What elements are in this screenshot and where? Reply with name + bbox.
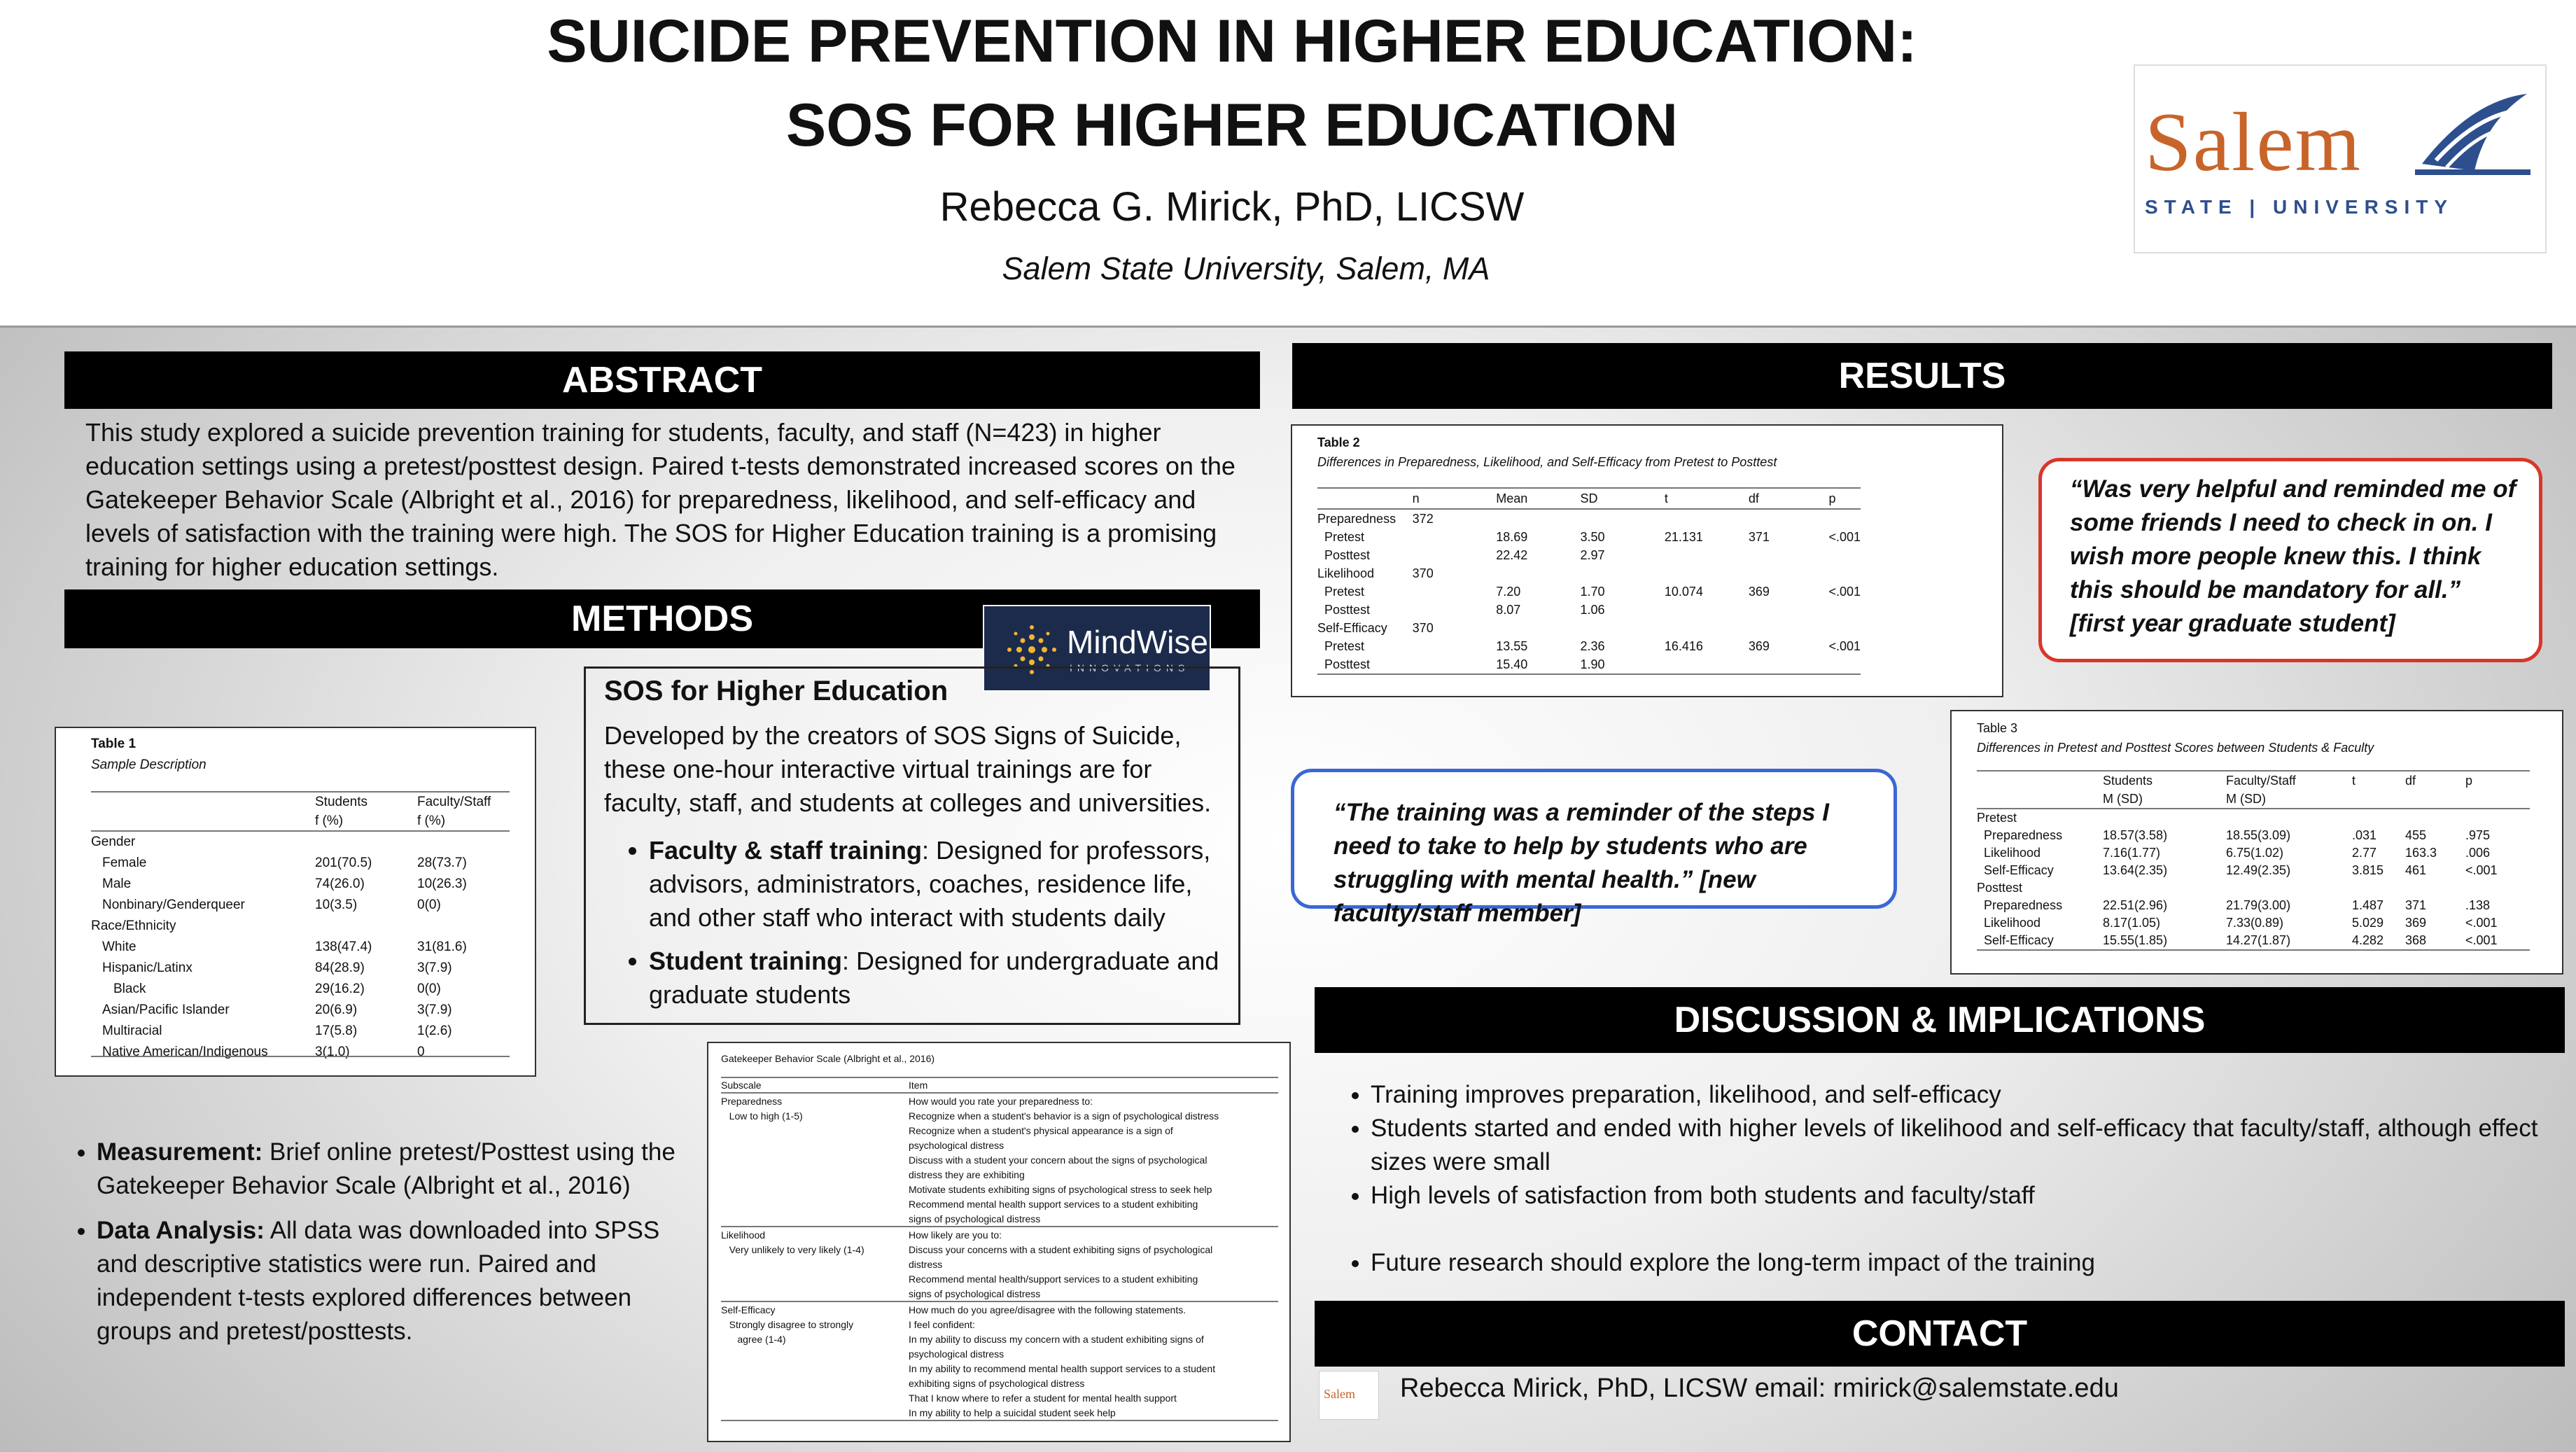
table-3-row: Preparedness 22.51(2.96) 21.79(3.00) 1.487 371 .138 [1977,898,2491,912]
gbs-table [707,1042,1291,1442]
table-3-grid [1977,770,2530,951]
discussion-list [1336,1078,2540,1280]
gbs-row: exhibiting signs of psychological distress [909,1377,1085,1389]
contact-text: Rebecca Mirick, PhD, LICSW email: rmirick@salemstate.edu [1400,1374,2119,1403]
table-2-row: Posttest 22.42 2.97 [1317,547,1605,562]
gbs-row: That I know where to refer a student for mental health support [909,1392,1177,1404]
table-3-header: Students Faculty/Staff t df p [1977,771,2530,790]
table-3 [1950,710,2563,975]
gbs-row: Low to high (1-5) Recognize when a student's behavior is a sign of psychological distress [721,1110,1219,1122]
table-1 [55,727,536,1077]
discussion-item: • Students started and ended with higher levels of likelihood and self-efficacy that faculty/staff, although effect sizes were small [1371,1112,2540,1179]
author: Rebecca G. Mirick, PhD, LICSW [939,184,1525,230]
table-1-row: Black 29(16.2) 0(0) [113,982,441,996]
sos-box [584,666,1240,1025]
table-2-row: Pretest 13.55 2.36 16.416 369 <.001 [1317,638,1861,653]
gbs-row: In my ability to recommend mental health support services to a student [909,1362,1216,1374]
table-1-row: Race/Ethnicity [91,919,176,933]
table-3-row: Pretest [1977,811,2017,825]
discussion-item: • High levels of satisfaction from both students and faculty/staff [1371,1179,2540,1213]
sos-bullets [614,834,1223,1012]
logo-subtitle: STATE | UNIVERSITY [2145,196,2454,218]
gbs-title: Gatekeeper Behavior Scale (Albright et al., 2016) [721,1053,935,1064]
table-2-row: Likelihood 370 [1317,566,1434,580]
gbs-row: psychological distress [909,1139,1004,1151]
table-3-row: Self-Efficacy 15.55(1.85) 14.27(1.87) 4.282 368 <.001 [1977,932,2530,950]
gbs-row: signs of psychological distress [909,1213,1041,1224]
methods-heading: METHODS [64,589,1260,648]
table-3-row: Self-Efficacy 13.64(2.35) 12.49(2.35) 3.815 461 <.001 [1977,863,2498,877]
table-1-caption: Sample Description [91,758,206,772]
salem-state-logo [2134,64,2547,253]
table-1-row: Male 74(26.0) 10(26.3) [102,877,467,891]
discussion-item: • Training improves preparation, likelihood, and self-efficacy [1371,1078,2540,1112]
table-1-label: Table 1 [91,737,136,751]
gbs-row: distress [909,1258,943,1270]
gbs-row: Preparedness How would you rate your preparedness to: [721,1093,1278,1108]
abstract-text: This study explored a suicide prevention training for students, faculty, and staff (N=423) in higher education settings using a pretest/posttest design. Paired t-tests demonstrated increased scores on the Gatekeeper Behavior Scale (Albright et al., 2016) for preparedness, likelihood, and self-efficacy and levels of satisfaction with the training were high. The SOS for Higher Education training is a promising training for higher education settings. [85,418,1236,581]
table-1-bottom-rule [91,1056,510,1057]
table-1-row: White 138(47.4) 31(81.6) [102,940,467,954]
table-2-row: Posttest 8.07 1.06 [1317,602,1605,617]
table-3-row: Posttest [1977,881,2023,895]
gbs-grid: Subscale Item Preparedness How would you rate your preparedness to: Low to high (1-5) Recognize when a student's behavior is a sign of psychological distress Recognize when a student's physical appearance is a sign of psychological distress Discuss with a student your concern about the signs of psychological distress they are exhibiting Motivate students exhibiting signs of psychological stress to seek help Recommend mental health support services to a student exhibiting signs of psychological distress Likelihood How likely are you to: Very unlikely to very likely (1-4) Discuss your concerns with a student exhibiting signs of psychological distress Recommend mental health/support services to a student exhibiting signs of psychological distress Self-Efficacy How much do you agree/disagree with the following statements. Strongly disagree to strongly I feel confident: agree (1-4) In my ability to discuss my concern with a student exhibiting signs of psychological distress In my ability to recommend mental health support services to a student exhibiting signs of psychological distress That I know where to refer a student for mental health support In my ability to help a suicidal student seek help [721,1077,1278,1421]
table-3-row: Likelihood 8.17(1.05) 7.33(0.89) 5.029 369 <.001 [1977,916,2498,930]
gbs-row: Recommend mental health support services to a student exhibiting [909,1198,1198,1210]
mindwise-name: MindWise [1067,624,1208,660]
salem-mini-logo [1319,1371,1379,1420]
gbs-row: Recommend mental health/support services to a student exhibiting [909,1273,1198,1285]
gbs-row: Very unlikely to very likely (1-4) Discuss your concerns with a student exhibiting signs of psychological [721,1243,1213,1255]
sos-bullet-faculty: • Faculty & staff training: Designed for professors, advisors, administrators, coaches, residence life, and other staff who interact with students daily [649,834,1223,935]
gbs-row: distress they are exhibiting [909,1168,1025,1180]
table-2-row: Pretest 18.69 3.50 21.131 371 <.001 [1317,529,1861,544]
table-1-row: Multiracial 17(5.8) 1(2.6) [102,1024,452,1038]
table-1-row: Female 201(70.5) 28(73.7) [102,856,467,870]
gbs-row: Discuss with a student your concern about the signs of psychological [909,1154,1208,1166]
table-3-row: Preparedness 18.57(3.58) 18.55(3.09) .031 455 .975 [1977,828,2491,842]
sos-description: Developed by the creators of SOS Signs of Suicide, these one-hour interactive virtual trainings are for faculty, staff, and students at colleges and universities. [604,721,1212,817]
gbs-row: Self-Efficacy How much do you agree/disagree with the following statements. [721,1301,1278,1317]
results-heading: RESULTS [1292,343,2552,409]
contact-heading: CONTACT [1315,1301,2565,1367]
logo-word: Salem [2145,95,2362,188]
table-3-subheader: M (SD) M (SD) [1977,790,2530,809]
table-2-row: Pretest 7.20 1.70 10.074 369 <.001 [1317,584,1861,599]
gbs-row: Recognize when a student's physical appearance is a sign of [909,1124,1173,1136]
gbs-row: Strongly disagree to strongly I feel confident: [721,1318,975,1330]
methods-bullets [62,1136,678,1348]
ship-icon [2408,80,2534,178]
salem-mini-word: Salem [1324,1387,1355,1401]
table-2-row: Posttest 15.40 1.90 [1317,655,1861,674]
table-1-row: Asian/Pacific Islander 20(6.9) 3(7.9) [102,1003,452,1017]
gbs-row: agree (1-4) In my ability to discuss my concern with a student exhibiting signs of [721,1333,1204,1345]
table-1-row: Native American/Indigenous 3(1.0) 0 [102,1045,425,1059]
measurement-bullet: • Measurement: Brief online pretest/Posttest using the Gatekeeper Behavior Scale (Albright et al., 2016) [97,1136,678,1203]
affiliation: Salem State University, Salem, MA [1002,251,1490,286]
gbs-row: signs of psychological distress [909,1287,1041,1299]
mindwise-sub: INNOVATIONS [1070,662,1190,673]
discussion-heading: DISCUSSION & IMPLICATIONS [1315,987,2565,1053]
title-line-1: SUICIDE PREVENTION IN HIGHER EDUCATION: [547,8,1917,75]
table-1-row: Gender [91,835,136,849]
gbs-row: Motivate students exhibiting signs of psychological stress to seek help [909,1183,1212,1195]
title-line-2: SOS FOR HIGHER EDUCATION [785,92,1679,159]
table-1-grid: Students Faculty/Staff f (%) f (%) Gender Female 201(70.5) 28(73.7) Male 74(26.0) 10(26.3) Nonbinary/Genderqueer 10(3.5) 0(0) Race/Ethnicity White 138(47.4) 31(81.6) Hispanic/Latinx 84(28.9) 3(7.9) Black 29(16.2) 0(0) Asian/Pacific Islander 20(6.9) 3(7.9) Multiracial 17(5.8) 1(2.6) Native American/Indigenous 3(1.0) 0 [91,791,510,1063]
table-3-label: Table 3 [1977,721,2018,735]
table-1-row: Nonbinary/Genderqueer 10(3.5) 0(0) [102,898,441,912]
analysis-bullet: • Data Analysis: All data was downloaded into SPSS and descriptive statistics were run. Paired and independent t-tests explored differences between groups and pretest/posttests. [97,1214,678,1348]
table-2-row: Self-Efficacy 370 [1317,620,1434,635]
table-3-row: Likelihood 7.16(1.77) 6.75(1.02) 2.77 163.3 .006 [1977,846,2491,860]
table-2 [1291,424,2003,697]
discussion-item: • Future research should explore the long-term impact of the training [1371,1246,2540,1280]
table-3-caption: Differences in Pretest and Posttest Scores between Students & Faculty [1977,741,2374,755]
table-2-header: n Mean SD t df p [1317,488,1861,509]
table-2-row: Preparedness 372 [1317,511,1434,526]
gbs-row: psychological distress [909,1348,1004,1360]
sos-title: SOS for Higher Education [604,676,948,706]
table-2-caption: Differences in Preparedness, Likelihood, and Self-Efficacy from Pretest to Posttest [1317,455,1777,469]
faculty-quote: “The training was a reminder of the steps I need to take to help by students who are struggling with mental health.” [new faculty/staff member] [1291,769,1897,909]
table-1-row: Hispanic/Latinx 84(28.9) 3(7.9) [102,961,452,975]
student-quote: “Was very helpful and reminded me of some friends I need to check in on. I wish more people knew this. I think this should be mandatory for all.” [first year graduate student] [2038,458,2542,662]
gbs-row: Likelihood How likely are you to: [721,1227,1278,1242]
table-2-label: Table 2 [1317,435,1360,449]
abstract-heading: ABSTRACT [64,351,1260,409]
sos-bullet-student: • Student training: Designed for undergraduate and graduate students [649,944,1223,1012]
gbs-row: In my ability to help a suicidal student seek help [721,1405,1278,1420]
table-2-grid [1317,487,1861,675]
